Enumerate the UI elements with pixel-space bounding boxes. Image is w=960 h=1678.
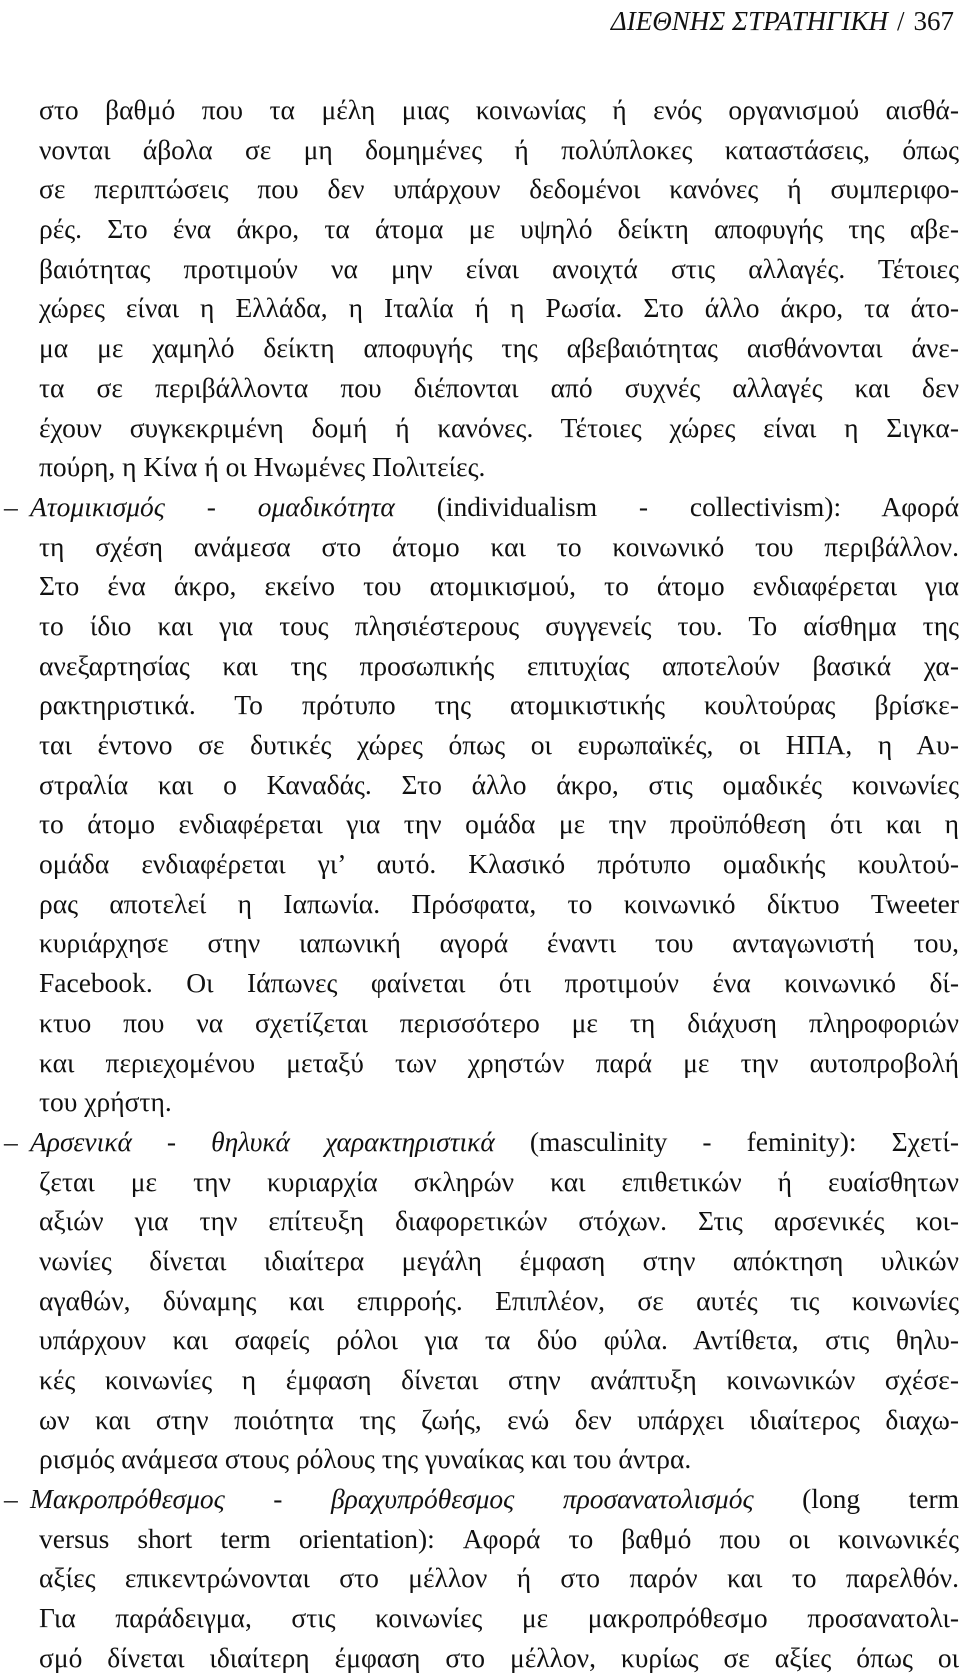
list-item-first-line xyxy=(4,1122,959,1162)
dash-marker: – xyxy=(4,1125,18,1157)
text-line: κτυο που να σχετίζεται περισσότερο με τη διάχυση πληροφοριών xyxy=(39,1006,959,1038)
paragraph-continuation xyxy=(39,90,959,487)
list-item-term: Μακροπρόθεσμος - βραχυπρόθεσμος προσανατολισμός xyxy=(30,1483,754,1515)
text-line: μα με χαμηλό δείκτη αποφυγής της αβεβαιότητας αισθάνονται άνε- xyxy=(39,332,959,364)
body-text xyxy=(4,90,960,1678)
text-line: πούρη, η Κίνα ή οι Ηνωμένες Πολιτείες. xyxy=(39,451,486,483)
text-line: νωνίες δίνεται ιδιαίτερα μεγάλη έμφαση στην απόκτηση υλικών xyxy=(39,1244,959,1276)
text-line: ρακτηριστικά. Το πρότυπο της ατομικιστικής κουλτούρας βρίσκε- xyxy=(39,689,959,721)
text-line: ων και στην ποιότητα της ζωής, ενώ δεν υπάρχει ιδιαίτερος διαχω- xyxy=(39,1403,959,1435)
text-line: αξιών για την επίτευξη διαφορετικών στόχων. Στις αρσενικές κοι- xyxy=(39,1205,959,1237)
text-line: στο βαθμό που τα μέλη μιας κοινωνίας ή ενός οργανισμού αισθά- xyxy=(39,94,959,125)
list-item-text: (masculinity - feminity): Σχετί- xyxy=(494,1125,959,1157)
text-line: το άτομο ενδιαφέρεται για την ομάδα με την προϋπόθεση ότι και η xyxy=(39,808,959,840)
text-line: και περιεχομένου μεταξύ των χρηστών παρά με την αυτοπροβολή xyxy=(39,1046,959,1078)
text-line: ρές. Στο ένα άκρο, τα άτομα με υψηλό δείκτη αποφυγής της αβε- xyxy=(39,213,959,245)
list-item-text: (long term xyxy=(753,1483,960,1515)
dash-marker: – xyxy=(4,490,18,522)
text-line: ανεξαρτησίας και της προσωπικής επιτυχίας αποτελούν βασικά χα- xyxy=(39,649,959,681)
text-line: του χρήστη. xyxy=(39,1086,172,1118)
list-item-first-line xyxy=(4,487,959,527)
text-line: ται έντονο σε δυτικές χώρες όπως οι ευρωπαϊκές, οι ΗΠΑ, η Αυ- xyxy=(39,729,959,760)
text-line: κυριάρχησε στην ιαπωνική αγορά έναντι του ανταγωνιστή του, xyxy=(39,927,959,959)
text-line: κές κοινωνίες η έμφαση δίνεται στην ανάπτυξη κοινωνικών σχέσε- xyxy=(39,1364,959,1395)
text-line: ρισμός ανάμεσα στους ρόλους της γυναίκας και του άντρα. xyxy=(39,1443,692,1475)
text-line: έχουν συγκεκριμένη δομή ή κανόνες. Τέτοιες χώρες είναι η Σιγκα- xyxy=(39,411,959,443)
text-line: Facebook. Οι Ιάπωνες φαίνεται ότι προτιμούν ένα κοινωνικό δί- xyxy=(39,967,959,999)
text-line: σμό δίνεται ιδιαίτερη έμφαση στο μέλλον, κυρίως σε αξίες όπως οι xyxy=(39,1641,959,1673)
text-line: τα σε περιβάλλοντα που διέπονται από συχνές αλλαγές και δεν xyxy=(39,371,959,403)
text-line: σε περιπτώσεις που δεν υπάρχουν δεδομένοι κανόνες ή συμπεριφο- xyxy=(39,173,959,205)
running-head-separator: / xyxy=(896,6,905,36)
running-head xyxy=(611,4,954,38)
text-line: τη σχέση ανάμεσα στο άτομο και το κοινωνικό του περιβάλλον. xyxy=(39,530,959,562)
text-line: υπάρχουν και σαφείς ρόλοι για τα δύο φύλα. Αντίθετα, στις θηλυ- xyxy=(39,1324,959,1356)
list-item-term: Αρσενικά - θηλυκά χαρακτηριστικά xyxy=(30,1125,495,1157)
page-number: 367 xyxy=(913,6,954,36)
text-line: ζεται με την κυριαρχία σκληρών και επιθετικών ή ευαίσθητων xyxy=(39,1165,959,1197)
text-line: το ίδιο και για τους πλησιέστερους συγγενείς του. Το αίσθημα της xyxy=(39,609,959,641)
list-item-term: Ατομικισμός - ομαδικότητα xyxy=(30,490,395,522)
list-item-text: (individualism - collectivism): Αφορά xyxy=(394,490,960,522)
list-item-orientation xyxy=(4,1479,960,1677)
list-item-individualism xyxy=(4,487,960,1122)
text-line: ομάδα ενδιαφέρεται γι’ αυτό. Κλασικό πρότυπο ομαδικής κουλτού- xyxy=(39,848,959,880)
text-line: βαιότητας προτιμούν να μην είναι ανοιχτά στις αλλαγές. Τέτοιες xyxy=(39,252,959,284)
text-line: στραλία και ο Καναδάς. Στο άλλο άκρο, στις ομαδικές κοινωνίες xyxy=(39,768,959,800)
text-line: αξίες επικεντρώνονται στο μέλλον ή στο παρόν και το παρελθόν. xyxy=(39,1562,959,1594)
text-line: αγαθών, δύναμης και επιρροής. Επιπλέον, σε αυτές τις κοινωνίες xyxy=(39,1284,959,1316)
dash-marker: – xyxy=(4,1483,18,1515)
text-line: Στο ένα άκρο, εκείνο του ατομικισμού, το άτομο ενδιαφέρεται για xyxy=(39,570,959,602)
text-line: χώρες είναι η Ελλάδα, η Ιταλία ή η Ρωσία. Στο άλλο άκρο, τα άτο- xyxy=(39,292,959,324)
list-item-masculinity xyxy=(4,1122,959,1479)
text-line: ρας αποτελεί η Ιαπωνία. Πρόσφατα, το κοινωνικό δίκτυο Tweeter xyxy=(39,887,959,919)
list-item-first-line xyxy=(4,1479,959,1519)
text-line: νονται άβολα σε μη δομημένες ή πολύπλοκες καταστάσεις, όπως xyxy=(39,133,959,165)
text-line: versus short term orientation): Αφορά το βαθμό που οι κοινωνικές xyxy=(39,1522,959,1554)
running-head-title: ΔΙΕΘΝΗΣ ΣΤΡΑΤΗΓΙΚΗ xyxy=(610,6,888,36)
text-line: Για παράδειγμα, στις κοινωνίες με μακροπρόθεσμο προσανατολι- xyxy=(39,1602,959,1634)
